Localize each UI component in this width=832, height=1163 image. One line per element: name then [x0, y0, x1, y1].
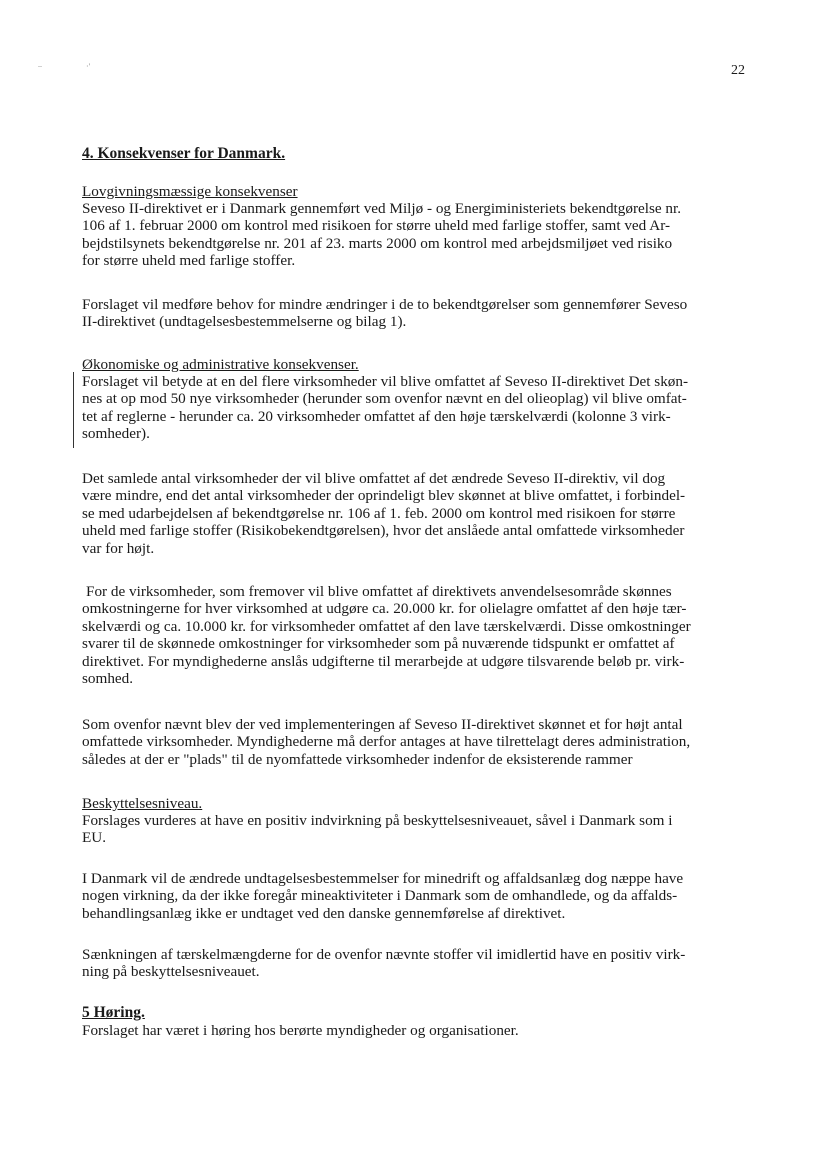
text-line: svarer til de skønnede omkostninger for virksomheder som på nuværende tidspunkt er omfattet af [82, 635, 675, 653]
text-line: bejdstilsynets bekendtgørelse nr. 201 af 23. marts 2000 om kontrol med arbejdsmiljøet ved risiko [82, 234, 673, 252]
text-line: Forslages vurderes at have en positiv indvirkning på beskyttelsesniveauet, såvel i Danmark som i [82, 812, 673, 829]
subheading-legal: Lovgivningsmæssige konsekvenser [82, 183, 298, 200]
paragraph [82, 870, 683, 922]
text-line: tet af reglerne - herunder ca. 20 virksomheder omfattet af den høje tærskelværdi (kolonne 3 virk- [82, 407, 671, 425]
text-line: direktivet. For myndighederne anslås udgifterne til merarbejde at udgøre tilsvarende beløb pr. virk- [82, 652, 685, 670]
scan-speck: ·' [86, 62, 91, 71]
paragraph [82, 716, 690, 768]
paragraph [82, 373, 688, 443]
section-heading: 5 Høring. [82, 1004, 145, 1021]
text-line: skelværdi og ca. 10.000 kr. for virksomheder omfattet af den lave tærskelværdi. Disse omkostninger [82, 617, 691, 635]
change-bar [73, 372, 74, 448]
text-line: Forslaget vil medføre behov for mindre ændringer i de to bekendtgørelser som gennemfører Seveso [82, 296, 688, 313]
text-line: behandlingsanlæg ikke er undtaget ved den danske gennemførelse af direktivet. [82, 904, 566, 922]
section-heading: 4. Konsekvenser for Danmark. [82, 145, 286, 162]
text-line: for større uheld med farlige stoffer. [82, 252, 296, 270]
text-line: Som ovenfor nævnt blev der ved implementeringen af Seveso II-direktivet skønnet et for højt antal [82, 716, 683, 733]
text-line: se med udarbejdelsen af bekendtgørelse nr. 106 af 1. feb. 2000 om kontrol med risikoen for større [82, 504, 676, 522]
text-line: somhed. [82, 670, 134, 688]
text-line: 106 af 1. februar 2000 om kontrol med risikoen for større uheld med farlige stoffer, samt ved Ar- [82, 217, 671, 235]
text-line: I Danmark vil de ændrede undtagelsesbestemmelser for minedrift og affaldsanlæg dog næppe have [82, 870, 684, 887]
text-line: For de virksomheder, som fremover vil blive omfattet af direktivets anvendelsesområde skønnes [86, 583, 672, 600]
text-line: nogen virkning, da der ikke foregår mineaktiviteter i Danmark som de omhandlede, og da affalds- [82, 887, 678, 905]
subheading-protection: Beskyttelsesniveau. [82, 795, 203, 812]
text-line: somheder). [82, 425, 150, 443]
text-line: II-direktivet (undtagelsesbestemmelserne og bilag 1). [82, 313, 407, 331]
paragraph [82, 200, 681, 270]
paragraph [82, 583, 691, 687]
paragraph [82, 296, 687, 331]
text-line: Det samlede antal virksomheder der vil blive omfattet af det ændrede Seveso II-direktiv, vil dog [82, 470, 666, 487]
text-line: ning på beskyttelsesniveauet. [82, 963, 260, 981]
paragraph [82, 470, 685, 557]
text-line: Forslaget har været i høring hos berørte myndigheder og organisationer. [82, 1022, 519, 1039]
text-line: omkostningerne for hver virksomhed at udgøre ca. 20.000 kr. for olielagre omfattet af den høje tær- [82, 600, 687, 618]
page-number: 22 [731, 63, 745, 78]
text-line: omfattede virksomheder. Myndighederne må derfor antages at have tilrettelagt deres administration, [82, 733, 691, 751]
text-line: var for højt. [82, 539, 155, 557]
text-line: nes at op mod 50 nye virksomheder (herunder som ovenfor nævnt en del olieoplag) vil blive omfat- [82, 390, 687, 408]
text-line: uheld med farlige stoffer (Risikobekendtgørelsen), hvor det anslåede antal omfattede virksomheder [82, 522, 685, 540]
text-line: EU. [82, 829, 107, 847]
text-line: være mindre, end det antal virksomheder der oprindeligt blev skønnet at blive omfattet, i forbindel- [82, 487, 686, 505]
text-line: således at der er "plads" til de nyomfattede virksomheder indenfor de eksisterende rammer [82, 750, 633, 768]
paragraph [82, 946, 685, 981]
subheading-economic: Økonomiske og administrative konsekvenser. [82, 356, 359, 373]
text-line: Forslaget vil betyde at en del flere virksomheder vil blive omfattet af Seveso II-direktivet Det skøn- [82, 373, 689, 390]
text-line: Seveso II-direktivet er i Danmark gennemført ved Miljø - og Energiministeriets bekendtgørelse nr. [82, 200, 682, 217]
paragraph [82, 812, 673, 847]
paragraph [82, 1022, 519, 1039]
text-line: Sænkningen af tærskelmængderne for de ovenfor nævnte stoffer vil imidlertid have en positiv virk- [82, 946, 686, 963]
scan-speck: .. [38, 60, 42, 69]
